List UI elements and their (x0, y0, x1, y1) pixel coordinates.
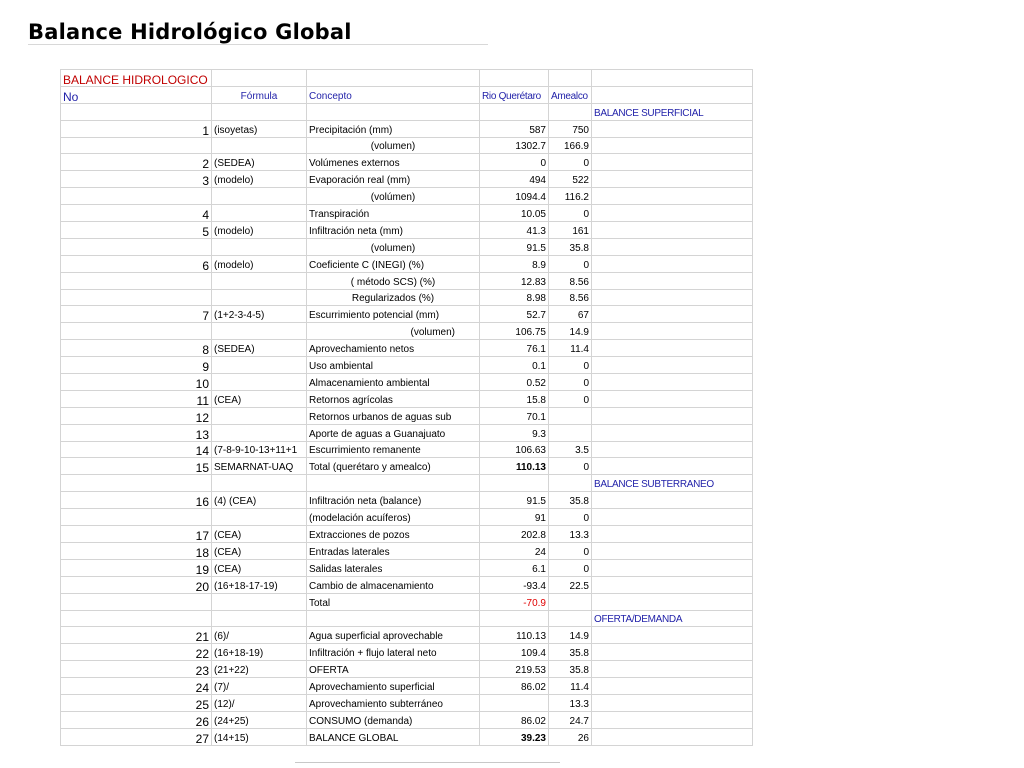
cell-blank (592, 458, 753, 475)
cell-blank (592, 559, 753, 576)
row-value-rio-queretaro (480, 694, 549, 711)
cell-blank (592, 711, 753, 728)
cell-blank (592, 289, 753, 306)
row-value-amealco: 0 (549, 357, 592, 374)
table-row (61, 424, 753, 441)
row-concepto: Regularizados (%) (307, 289, 480, 306)
row-formula: (modelo) (212, 222, 307, 239)
row-concepto: (volumen) (307, 323, 480, 340)
row-value-rio-queretaro: -93.4 (480, 576, 549, 593)
row-value-amealco: 0 (549, 154, 592, 171)
row-number: 20 (61, 576, 212, 593)
cell-blank (592, 644, 753, 661)
cell-blank (549, 610, 592, 627)
cell-blank (480, 475, 549, 492)
cell-blank (592, 238, 753, 255)
row-formula: (CEA) (212, 542, 307, 559)
table-row (61, 559, 753, 576)
cell-blank (592, 728, 753, 745)
row-number: 17 (61, 526, 212, 543)
table-row (61, 390, 753, 407)
row-number: 2 (61, 154, 212, 171)
row-concepto: (volumen) (307, 238, 480, 255)
table-row (61, 694, 753, 711)
table-row (61, 458, 753, 475)
row-value-amealco: 0 (549, 542, 592, 559)
row-formula: (12)/ (212, 694, 307, 711)
table-row (61, 509, 753, 526)
table-row (61, 542, 753, 559)
sheet-title-row (61, 70, 753, 87)
cell-blank (592, 441, 753, 458)
column-header-formula: Fórmula (212, 86, 307, 103)
row-formula (212, 272, 307, 289)
cell-blank (592, 627, 753, 644)
row-value-amealco (549, 424, 592, 441)
section-label: BALANCE SUPERFICIAL (592, 103, 753, 120)
column-header-no: No (61, 86, 212, 103)
row-number: 13 (61, 424, 212, 441)
table-row (61, 526, 753, 543)
row-value-rio-queretaro: 109.4 (480, 644, 549, 661)
row-number (61, 289, 212, 306)
row-value-amealco: 166.9 (549, 137, 592, 154)
row-value-rio-queretaro: 12.83 (480, 272, 549, 289)
cell-blank (592, 171, 753, 188)
cell-blank (592, 205, 753, 222)
row-formula: (CEA) (212, 559, 307, 576)
row-concepto: Total (307, 593, 480, 610)
row-number: 7 (61, 306, 212, 323)
row-value-amealco: 35.8 (549, 661, 592, 678)
row-number: 19 (61, 559, 212, 576)
row-value-rio-queretaro: 106.63 (480, 441, 549, 458)
row-number: 12 (61, 407, 212, 424)
cell-blank (592, 272, 753, 289)
balance-table (60, 69, 753, 746)
row-formula: (4) (CEA) (212, 492, 307, 509)
row-value-rio-queretaro: 15.8 (480, 390, 549, 407)
cell-blank (592, 407, 753, 424)
row-formula: (14+15) (212, 728, 307, 745)
row-formula: (7-8-9-10-13+11+1 (212, 441, 307, 458)
row-concepto: (volumen) (307, 137, 480, 154)
row-formula: (modelo) (212, 171, 307, 188)
cell-blank (61, 610, 212, 627)
cell-blank (592, 357, 753, 374)
table-row (61, 238, 753, 255)
table-row (61, 289, 753, 306)
row-value-amealco: 0 (549, 255, 592, 272)
row-value-rio-queretaro: 76.1 (480, 340, 549, 357)
row-concepto: Volúmenes externos (307, 154, 480, 171)
row-concepto: (volúmen) (307, 188, 480, 205)
row-number: 15 (61, 458, 212, 475)
table-row (61, 272, 753, 289)
row-value-rio-queretaro: 110.13 (480, 627, 549, 644)
cell-blank (592, 306, 753, 323)
row-formula: (1+2-3-4-5) (212, 306, 307, 323)
row-formula (212, 323, 307, 340)
row-number: 6 (61, 255, 212, 272)
row-value-rio-queretaro: 6.1 (480, 559, 549, 576)
row-concepto: Aprovechamiento netos (307, 340, 480, 357)
row-formula: (isoyetas) (212, 120, 307, 137)
row-number: 22 (61, 644, 212, 661)
row-value-amealco: 11.4 (549, 340, 592, 357)
row-value-amealco: 67 (549, 306, 592, 323)
row-value-amealco: 35.8 (549, 492, 592, 509)
row-concepto: Infiltración + flujo lateral neto (307, 644, 480, 661)
row-concepto: Salidas laterales (307, 559, 480, 576)
row-number: 25 (61, 694, 212, 711)
cell-blank (307, 103, 480, 120)
table-row (61, 357, 753, 374)
cell-blank (592, 678, 753, 695)
row-number: 4 (61, 205, 212, 222)
row-value-rio-queretaro: 106.75 (480, 323, 549, 340)
cell-blank (592, 492, 753, 509)
row-formula: (6)/ (212, 627, 307, 644)
cell-blank (592, 576, 753, 593)
row-concepto: Coeficiente C (INEGI) (%) (307, 255, 480, 272)
row-concepto: Almacenamiento ambiental (307, 374, 480, 391)
row-value-rio-queretaro: -70.9 (480, 593, 549, 610)
column-header-rio-queretaro: Rio Querétaro (480, 86, 549, 103)
row-formula: (24+25) (212, 711, 307, 728)
cell-blank (592, 137, 753, 154)
row-formula: SEMARNAT-UAQ (212, 458, 307, 475)
row-value-rio-queretaro: 202.8 (480, 526, 549, 543)
cell-blank (592, 120, 753, 137)
row-value-amealco: 116.2 (549, 188, 592, 205)
cell-blank (480, 70, 549, 87)
section-row (61, 610, 753, 627)
row-value-amealco: 13.3 (549, 526, 592, 543)
page-title: Balance Hidrológico Global (28, 20, 352, 44)
row-value-amealco: 13.3 (549, 694, 592, 711)
row-number: 23 (61, 661, 212, 678)
row-value-amealco: 11.4 (549, 678, 592, 695)
table-row (61, 154, 753, 171)
row-value-amealco: 0 (549, 509, 592, 526)
row-concepto: Uso ambiental (307, 357, 480, 374)
cell-blank (592, 188, 753, 205)
row-value-amealco: 0 (549, 205, 592, 222)
table-row (61, 407, 753, 424)
row-value-amealco: 3.5 (549, 441, 592, 458)
table-row (61, 205, 753, 222)
row-formula: (CEA) (212, 526, 307, 543)
row-formula: (16+18-19) (212, 644, 307, 661)
row-value-rio-queretaro: 41.3 (480, 222, 549, 239)
row-value-amealco: 8.56 (549, 289, 592, 306)
row-formula (212, 205, 307, 222)
row-value-rio-queretaro: 0 (480, 154, 549, 171)
table-row (61, 627, 753, 644)
cell-blank (307, 610, 480, 627)
row-value-amealco (549, 593, 592, 610)
table-row (61, 222, 753, 239)
cell-blank (592, 424, 753, 441)
table-row (61, 644, 753, 661)
row-number (61, 323, 212, 340)
section-row (61, 103, 753, 120)
row-value-amealco: 0 (549, 458, 592, 475)
row-value-rio-queretaro: 52.7 (480, 306, 549, 323)
row-concepto: Evaporación real (mm) (307, 171, 480, 188)
row-number: 14 (61, 441, 212, 458)
row-number: 18 (61, 542, 212, 559)
cell-blank (212, 103, 307, 120)
cell-blank (549, 475, 592, 492)
cell-blank (480, 610, 549, 627)
title-divider (28, 44, 488, 45)
row-value-amealco: 22.5 (549, 576, 592, 593)
table-row (61, 255, 753, 272)
row-number (61, 593, 212, 610)
row-concepto: Aprovechamiento subterráneo (307, 694, 480, 711)
row-value-amealco: 24.7 (549, 711, 592, 728)
row-formula: (modelo) (212, 255, 307, 272)
row-concepto: Precipitación (mm) (307, 120, 480, 137)
cell-blank (592, 542, 753, 559)
row-value-amealco: 14.9 (549, 627, 592, 644)
cell-blank (592, 509, 753, 526)
table-row (61, 576, 753, 593)
row-value-rio-queretaro: 91 (480, 509, 549, 526)
table-row (61, 340, 753, 357)
row-value-amealco: 8.56 (549, 272, 592, 289)
row-number: 26 (61, 711, 212, 728)
cell-blank (549, 70, 592, 87)
section-label: BALANCE SUBTERRANEO (592, 475, 753, 492)
row-formula: (CEA) (212, 390, 307, 407)
row-number: 1 (61, 120, 212, 137)
row-value-rio-queretaro: 8.98 (480, 289, 549, 306)
row-number: 16 (61, 492, 212, 509)
row-concepto: Infiltración neta (balance) (307, 492, 480, 509)
row-formula: (SEDEA) (212, 154, 307, 171)
row-value-rio-queretaro: 587 (480, 120, 549, 137)
cell-blank (592, 694, 753, 711)
row-number: 8 (61, 340, 212, 357)
row-concepto: Retornos agrícolas (307, 390, 480, 407)
cell-blank (592, 255, 753, 272)
row-value-rio-queretaro: 86.02 (480, 678, 549, 695)
cell-blank (592, 374, 753, 391)
row-value-rio-queretaro: 39.23 (480, 728, 549, 745)
row-concepto: CONSUMO (demanda) (307, 711, 480, 728)
table-row (61, 728, 753, 745)
cell-blank (592, 526, 753, 543)
cell-blank (592, 323, 753, 340)
row-value-rio-queretaro: 91.5 (480, 238, 549, 255)
row-number: 27 (61, 728, 212, 745)
section-row (61, 475, 753, 492)
row-formula (212, 137, 307, 154)
cell-blank (592, 593, 753, 610)
row-value-rio-queretaro: 1302.7 (480, 137, 549, 154)
row-value-rio-queretaro: 219.53 (480, 661, 549, 678)
row-formula (212, 238, 307, 255)
table-row (61, 593, 753, 610)
table-row (61, 441, 753, 458)
row-concepto: Extracciones de pozos (307, 526, 480, 543)
row-formula: (16+18-17-19) (212, 576, 307, 593)
table-row (61, 188, 753, 205)
row-number (61, 238, 212, 255)
row-number (61, 137, 212, 154)
row-concepto: (modelación acuíferos) (307, 509, 480, 526)
row-value-amealco: 26 (549, 728, 592, 745)
cell-blank (592, 154, 753, 171)
column-header-concepto: Concepto (307, 86, 480, 103)
cell-blank (592, 340, 753, 357)
row-concepto: Retornos urbanos de aguas sub (307, 407, 480, 424)
table-row (61, 711, 753, 728)
row-number (61, 272, 212, 289)
row-concepto: Transpiración (307, 205, 480, 222)
row-value-amealco: 0 (549, 374, 592, 391)
cell-blank (480, 103, 549, 120)
row-concepto: Total (querétaro y amealco) (307, 458, 480, 475)
row-formula: (7)/ (212, 678, 307, 695)
row-concepto: BALANCE GLOBAL (307, 728, 480, 745)
table-row (61, 120, 753, 137)
header-row (61, 86, 753, 103)
row-concepto: Cambio de almacenamiento (307, 576, 480, 593)
table-row (61, 171, 753, 188)
row-value-rio-queretaro: 24 (480, 542, 549, 559)
row-formula: (21+22) (212, 661, 307, 678)
column-header-amealco: Amealco (549, 86, 592, 103)
cell-blank (307, 475, 480, 492)
row-number (61, 509, 212, 526)
row-number: 24 (61, 678, 212, 695)
table-row (61, 492, 753, 509)
row-formula (212, 509, 307, 526)
row-concepto: Escurrimiento potencial (mm) (307, 306, 480, 323)
row-value-amealco: 35.8 (549, 238, 592, 255)
row-value-rio-queretaro: 494 (480, 171, 549, 188)
row-formula (212, 593, 307, 610)
row-concepto: Infiltración neta (mm) (307, 222, 480, 239)
row-number: 10 (61, 374, 212, 391)
table-row (61, 661, 753, 678)
row-formula (212, 357, 307, 374)
row-value-rio-queretaro: 8.9 (480, 255, 549, 272)
row-value-amealco (549, 407, 592, 424)
row-formula (212, 424, 307, 441)
sheet-title: BALANCE HIDROLOGICO (61, 70, 212, 87)
row-number: 11 (61, 390, 212, 407)
row-value-rio-queretaro: 0.1 (480, 357, 549, 374)
row-value-rio-queretaro: 10.05 (480, 205, 549, 222)
row-concepto: Entradas laterales (307, 542, 480, 559)
row-concepto: OFERTA (307, 661, 480, 678)
row-value-rio-queretaro: 9.3 (480, 424, 549, 441)
row-value-rio-queretaro: 86.02 (480, 711, 549, 728)
cell-blank (592, 661, 753, 678)
table-row (61, 137, 753, 154)
row-number: 3 (61, 171, 212, 188)
row-value-rio-queretaro: 110.13 (480, 458, 549, 475)
cell-blank (592, 86, 753, 103)
row-value-amealco: 750 (549, 120, 592, 137)
row-number: 21 (61, 627, 212, 644)
section-label: OFERTA/DEMANDA (592, 610, 753, 627)
row-formula (212, 289, 307, 306)
row-concepto: Agua superficial aprovechable (307, 627, 480, 644)
row-number: 5 (61, 222, 212, 239)
table-row (61, 323, 753, 340)
row-value-rio-queretaro: 1094.4 (480, 188, 549, 205)
table-row (61, 306, 753, 323)
row-number (61, 188, 212, 205)
row-value-amealco: 522 (549, 171, 592, 188)
cell-blank (61, 103, 212, 120)
row-formula (212, 374, 307, 391)
table-row (61, 374, 753, 391)
row-value-rio-queretaro: 70.1 (480, 407, 549, 424)
bottom-divider (295, 762, 560, 763)
cell-blank (549, 103, 592, 120)
cell-blank (61, 475, 212, 492)
table-row (61, 678, 753, 695)
row-concepto: ( método SCS) (%) (307, 272, 480, 289)
row-concepto: Escurrimiento remanente (307, 441, 480, 458)
row-value-amealco: 161 (549, 222, 592, 239)
row-value-amealco: 0 (549, 390, 592, 407)
row-formula (212, 407, 307, 424)
cell-blank (307, 70, 480, 87)
row-value-amealco: 35.8 (549, 644, 592, 661)
cell-blank (592, 70, 753, 87)
cell-blank (212, 70, 307, 87)
row-value-amealco: 0 (549, 559, 592, 576)
row-value-amealco: 14.9 (549, 323, 592, 340)
row-concepto: Aprovechamiento superficial (307, 678, 480, 695)
row-formula: (SEDEA) (212, 340, 307, 357)
row-number: 9 (61, 357, 212, 374)
row-value-rio-queretaro: 91.5 (480, 492, 549, 509)
row-value-rio-queretaro: 0.52 (480, 374, 549, 391)
cell-blank (212, 610, 307, 627)
row-formula (212, 188, 307, 205)
cell-blank (592, 222, 753, 239)
cell-blank (212, 475, 307, 492)
cell-blank (592, 390, 753, 407)
row-concepto: Aporte de aguas a Guanajuato (307, 424, 480, 441)
